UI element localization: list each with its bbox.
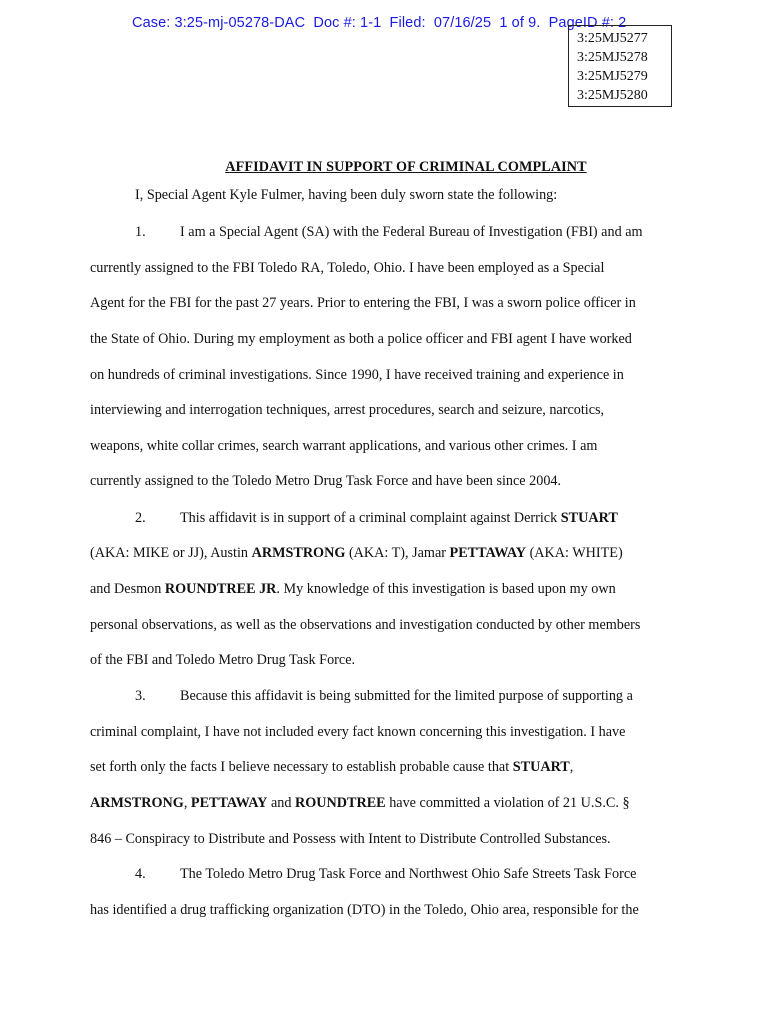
paragraph-3-line	[90, 795, 630, 812]
text-run: This affidavit is in support of a criminal complaint against Derrick	[180, 510, 561, 526]
paragraph-3-line: criminal complaint, I have not included every fact known concerning this investigation. I have	[90, 724, 626, 740]
text-run: (AKA: WHITE)	[526, 545, 623, 561]
paragraph-4-line: has identified a drug trafficking organization (DTO) in the Toledo, Ohio area, responsible for the	[90, 902, 639, 918]
defendant-name: STUART	[512, 759, 570, 775]
case-number-box	[568, 25, 672, 107]
paragraph-1-line: currently assigned to the FBI Toledo RA, Toledo, Ohio. I have been employed as a Special	[90, 260, 605, 276]
paragraph-2-line	[90, 545, 623, 562]
paragraph-3-line	[135, 688, 633, 705]
defendant-name: ROUNDTREE JR	[164, 581, 277, 597]
text-run: (AKA: T), Jamar	[345, 545, 450, 561]
text-run: (AKA: MIKE or JJ), Austin	[90, 545, 252, 561]
case-number: 3:25MJ5279	[577, 69, 648, 84]
text-run: ,	[183, 795, 191, 811]
document-title: AFFIDAVIT IN SUPPORT OF CRIMINAL COMPLAINT	[225, 159, 587, 175]
paragraph-1-line: Agent for the FBI for the past 27 years. Prior to entering the FBI, I was a sworn police officer in	[90, 295, 636, 311]
paragraph-2-line	[90, 581, 616, 598]
text-run: and Desmon	[90, 581, 165, 597]
paragraph-1-line: currently assigned to the Toledo Metro Drug Task Force and have been since 2004.	[90, 473, 562, 489]
text-run: . My knowledge of this investigation is based upon my own	[276, 581, 616, 597]
defendant-name: ROUNDTREE	[294, 795, 386, 811]
filing-stamp: Case: 3:25-mj-05278-DAC Doc #: 1-1 Filed: 07/16/25 1 of 9. PageID #: 2	[132, 15, 627, 31]
defendant-name: PETTAWAY	[449, 545, 527, 561]
defendant-name: ARMSTRONG	[251, 545, 346, 561]
paragraph-1-line: the State of Ohio. During my employment as both a police officer and FBI agent I have worked	[90, 331, 632, 347]
case-number: 3:25MJ5277	[577, 31, 648, 46]
text-run: The Toledo Metro Drug Task Force and Northwest Ohio Safe Streets Task Force	[180, 866, 637, 882]
paragraph-2-line: of the FBI and Toledo Metro Drug Task Force.	[90, 652, 356, 668]
paragraph-number: 4.	[135, 866, 146, 882]
defendant-name: STUART	[560, 510, 618, 526]
text-run: set forth only the facts I believe necessary to establish probable cause that	[90, 759, 513, 775]
paragraph-1-line: interviewing and interrogation techniques, arrest procedures, search and seizure, narcotics,	[90, 402, 605, 418]
defendant-name: ARMSTRONG	[90, 795, 184, 811]
paragraph-2-line	[135, 510, 618, 527]
paragraph-4-line	[135, 866, 636, 883]
paragraph-1-line: on hundreds of criminal investigations. Since 1990, I have received training and experience in	[90, 367, 624, 383]
defendant-name: PETTAWAY	[190, 795, 268, 811]
text-run: Because this affidavit is being submitted for the limited purpose of supporting a	[180, 688, 633, 704]
intro-statement: I, Special Agent Kyle Fulmer, having been duly sworn state the following:	[135, 187, 558, 203]
paragraph-number: 2.	[135, 510, 146, 526]
case-number: 3:25MJ5278	[577, 50, 648, 65]
paragraph-2-line: personal observations, as well as the observations and investigation conducted by other members	[90, 617, 641, 633]
paragraph-number: 3.	[135, 688, 146, 704]
paragraph-number: 1.	[135, 224, 146, 240]
paragraph-3-line	[90, 759, 573, 776]
text-run: and	[267, 795, 295, 811]
text-run: I am a Special Agent (SA) with the Federal Bureau of Investigation (FBI) and am	[180, 224, 643, 240]
case-number: 3:25MJ5280	[577, 88, 648, 103]
paragraph-3-line: 846 – Conspiracy to Distribute and Possess with Intent to Distribute Controlled Substances.	[90, 831, 611, 847]
paragraph-1-line: weapons, white collar crimes, search warrant applications, and various other crimes. I am	[90, 438, 598, 454]
text-run: have committed a violation of 21 U.S.C. §	[385, 795, 630, 811]
paragraph-1-line	[135, 224, 643, 241]
text-run: ,	[569, 759, 574, 775]
